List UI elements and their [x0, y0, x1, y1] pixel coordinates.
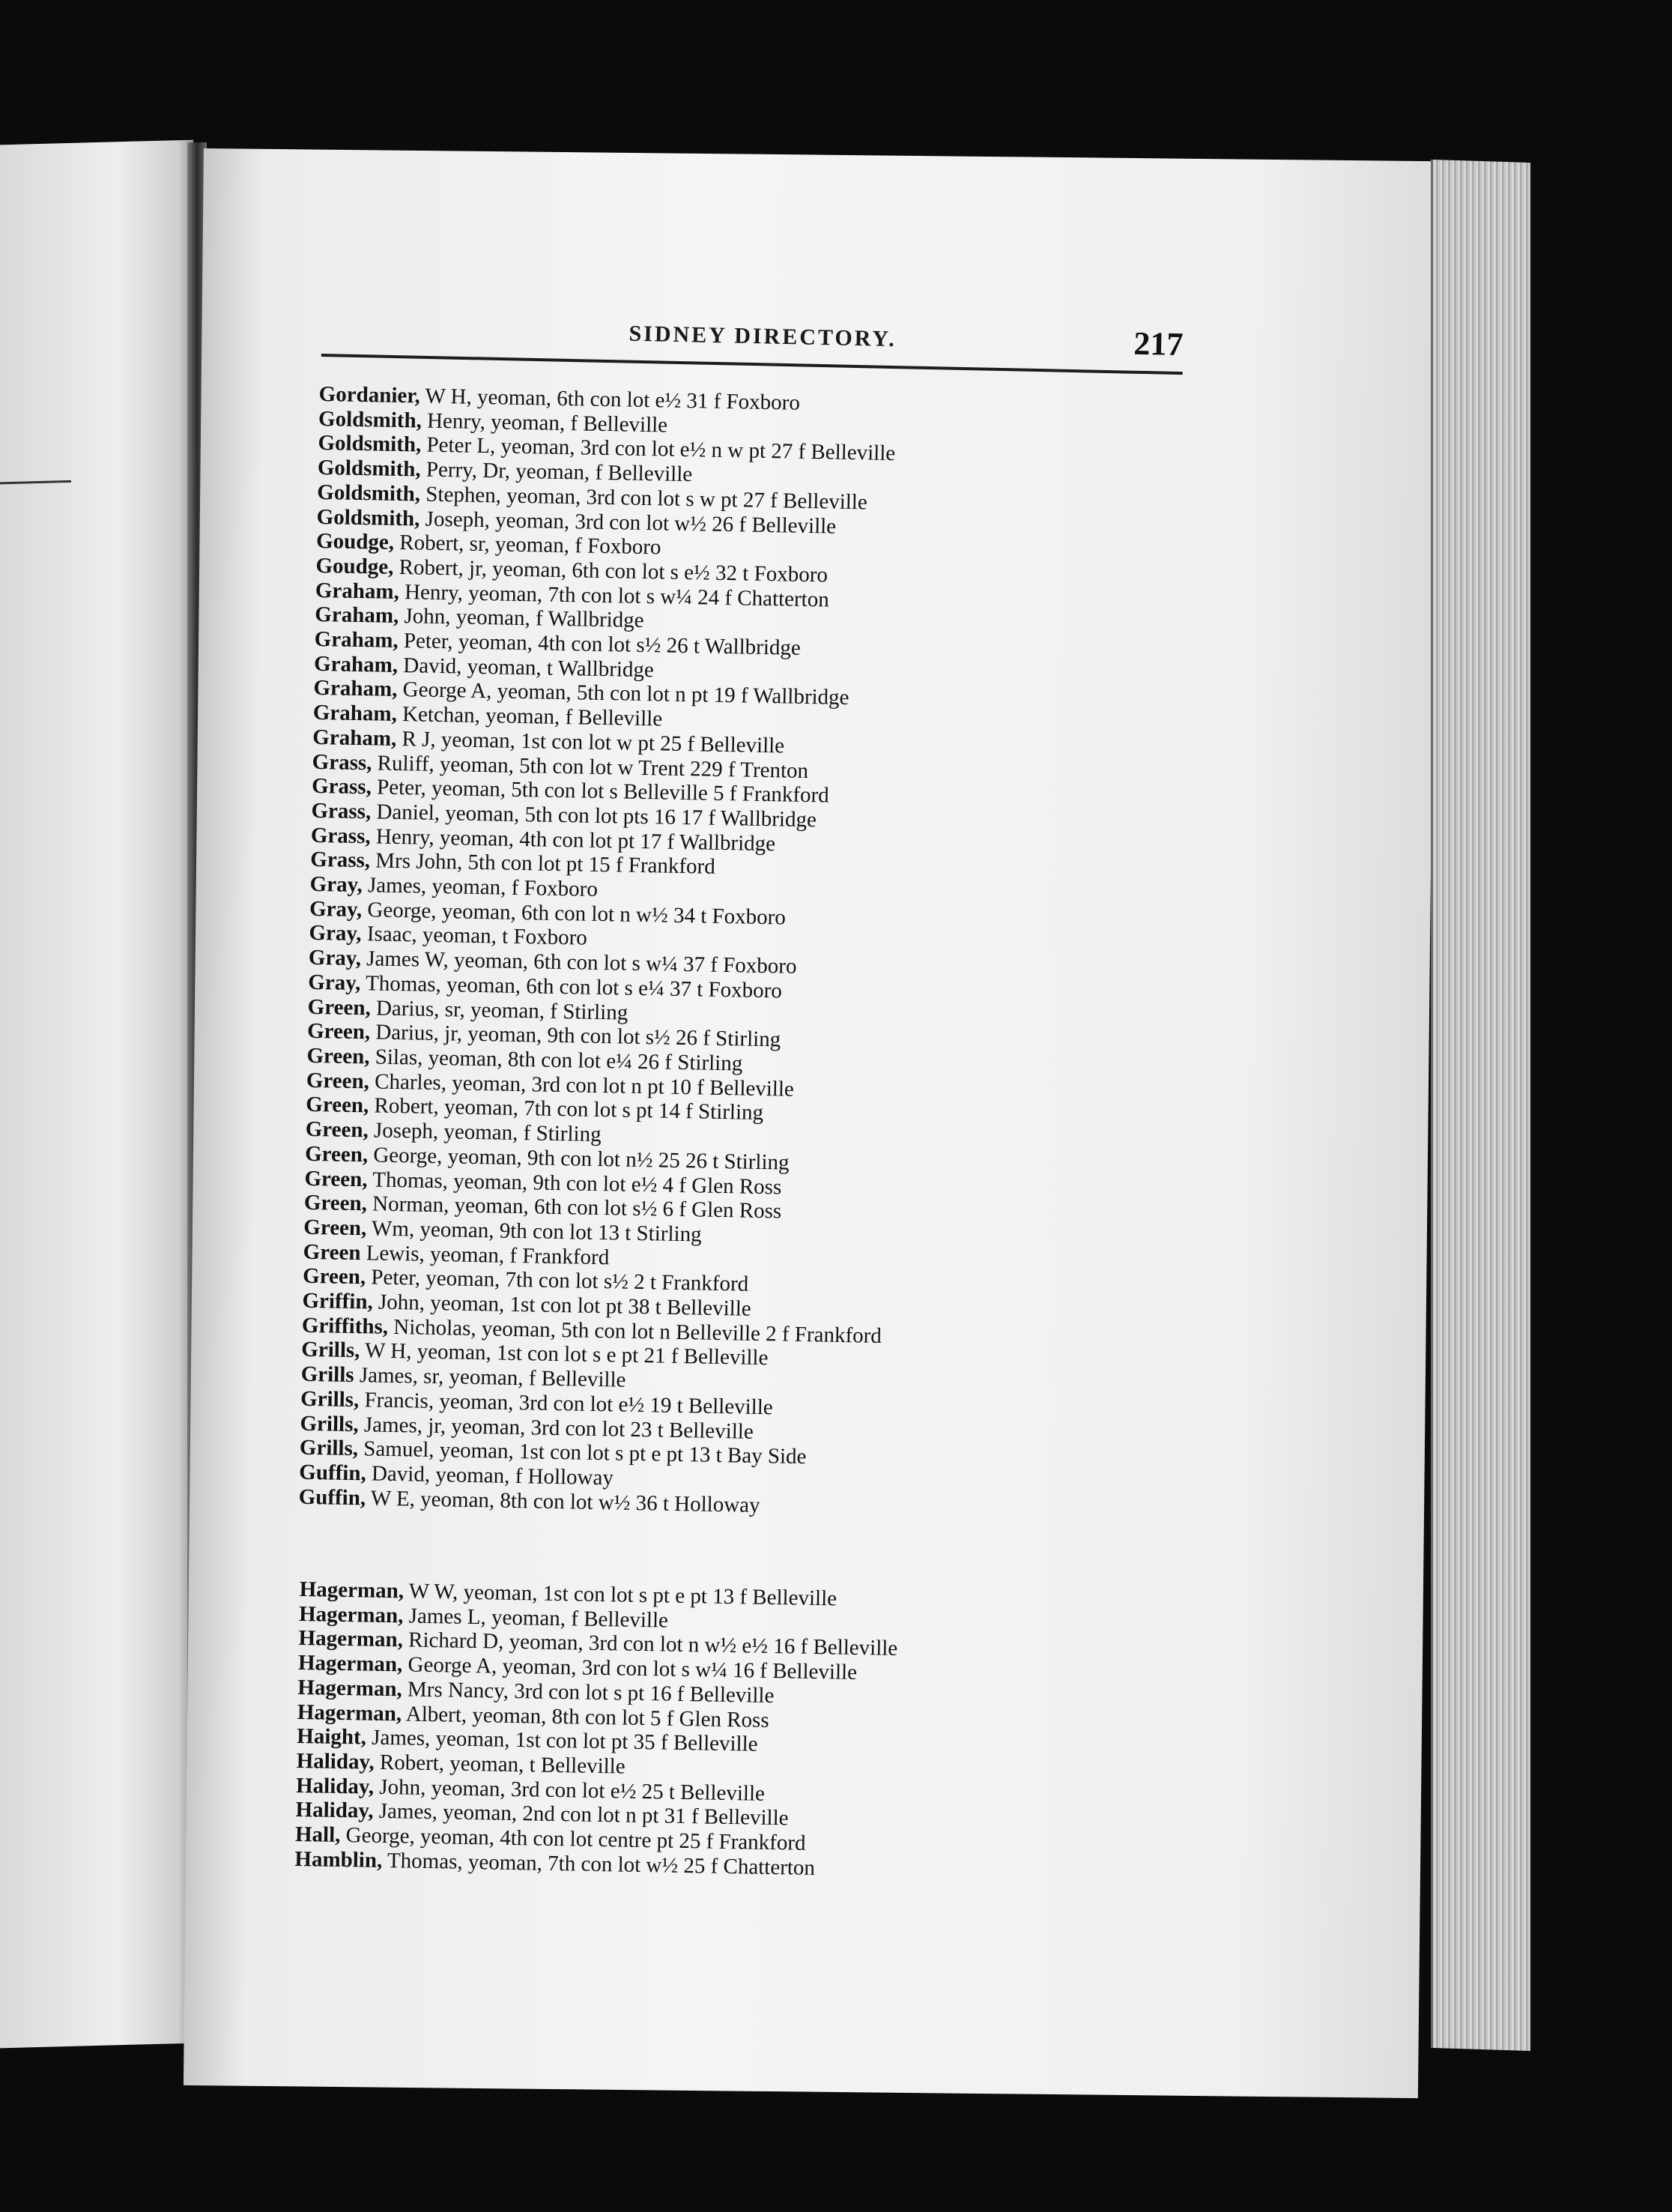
entry-surname: Griffin, [302, 1288, 374, 1314]
entry-details: Peter, yeoman, 4th con lot s½ 26 t Wallbridge [403, 629, 802, 660]
entry-surname: Hagerman, [297, 1651, 403, 1677]
entry-surname: Graham, [312, 701, 398, 727]
entry-surname: Green, [302, 1264, 366, 1290]
entry-surname: Grills, [300, 1386, 360, 1412]
page-edges [1431, 160, 1530, 2051]
entry-surname: Haliday, [295, 1773, 375, 1799]
entry-surname: Hall, [294, 1822, 341, 1848]
entry-details: Wm, yeoman, 9th con lot 13 t Stirling [371, 1216, 702, 1247]
entry-details: John, yeoman, f Wallbridge [404, 604, 644, 633]
entry-surname: Hamblin, [294, 1846, 383, 1873]
entry-surname: Green [303, 1239, 361, 1265]
entry-details: Daniel, yeoman, 5th con lot pts 16 17 f Wallbridge [376, 800, 817, 832]
entry-details: George, yeoman, 4th con lot centre pt 25 f Frankford [345, 1823, 806, 1855]
entry-details: James, yeoman, 2nd con lot n pt 31 f Belleville [378, 1799, 789, 1831]
entry-details: Norman, yeoman, 6th con lot s½ 6 f Glen Ross [372, 1191, 782, 1224]
entry-details: James W, yeoman, 6th con lot s w¼ 37 f Foxboro [366, 946, 797, 979]
entry-surname: Goudge, [315, 553, 394, 579]
entry-details: Francis, yeoman, 3rd con lot e½ 19 t Belleville [364, 1388, 773, 1420]
entry-surname: Guffin, [299, 1460, 367, 1486]
entry-surname: Hagerman, [297, 1699, 402, 1726]
entry-details: George, yeoman, 9th con lot n½ 25 26 t Stirling [373, 1143, 790, 1175]
entry-surname: Haight, [297, 1724, 367, 1750]
entry-surname: Green, [306, 1019, 371, 1045]
page-number: 217 [1133, 324, 1184, 363]
entry-surname: Green, [305, 1116, 369, 1143]
entry-surname: Graham, [313, 676, 398, 702]
directory-entries-h [294, 1577, 1273, 1888]
entry-surname: Gray, [309, 896, 363, 922]
entry-surname: Green, [304, 1166, 368, 1191]
entry-details: Joseph, yeoman, f Stirling [373, 1118, 602, 1147]
entry-surname: Graham, [314, 626, 399, 653]
entry-details: James, yeoman, 1st con lot pt 35 f Belleville [371, 1725, 758, 1756]
entry-surname: Graham, [315, 578, 400, 604]
entry-details: Robert, jr, yeoman, 6th con lot s e½ 32 t Foxboro [399, 554, 829, 587]
entry-details: Perry, Dr, yeoman, f Belleville [425, 457, 693, 487]
running-title: SIDNEY DIRECTORY. [628, 321, 897, 352]
entry-details: W W, yeoman, 1st con lot s pt e pt 13 f Belleville [408, 1579, 837, 1611]
entry-details: Henry, yeoman, 4th con lot pt 17 f Wallbridge [375, 824, 776, 856]
entry-surname: Grills [300, 1362, 354, 1388]
entry-details: Robert, yeoman, 7th con lot s pt 14 f Stirling [374, 1093, 764, 1125]
entry-surname: Graham, [313, 651, 399, 677]
entry-details: Robert, sr, yeoman, f Foxboro [399, 531, 661, 560]
entry-surname: Grills, [300, 1411, 359, 1436]
entry-details: Darius, jr, yeoman, 9th con lot s½ 26 f Stirling [375, 1020, 781, 1052]
left-page-rule [0, 480, 71, 484]
entry-surname: Hagerman, [299, 1577, 405, 1604]
entry-details: Henry, yeoman, 7th con lot s w¼ 24 f Chatterton [404, 579, 830, 612]
entry-surname: Gordanier, [318, 382, 421, 408]
entry-details: David, yeoman, t Wallbridge [403, 653, 655, 682]
entry-surname: Goudge, [315, 529, 395, 555]
entry-details: Thomas, yeoman, 9th con lot e½ 4 f Glen Ross [372, 1167, 782, 1199]
entry-details: R J, yeoman, 1st con lot w pt 25 f Belleville [402, 726, 785, 758]
entry-surname: Gray, [309, 871, 363, 898]
entry-surname: Green, [307, 994, 372, 1020]
entry-surname: Gray, [308, 946, 362, 971]
entry-details: Mrs Nancy, 3rd con lot s pt 16 f Belleville [407, 1677, 775, 1708]
entry-details: James, jr, yeoman, 3rd con lot 23 t Belleville [363, 1412, 754, 1444]
entry-details: Peter, yeoman, 7th con lot s½ 2 t Frankford [371, 1265, 749, 1297]
entry-details: Joseph, yeoman, 3rd con lot w½ 26 f Belleville [425, 507, 837, 539]
entry-surname: Graham, [315, 602, 399, 629]
left-page-edge [0, 140, 193, 2049]
entry-surname: Haliday, [295, 1798, 374, 1824]
entry-details: Thomas, yeoman, 6th con lot s e¼ 37 t Foxboro [365, 971, 783, 1003]
entry-details: Nicholas, yeoman, 5th con lot n Belleville 2 f Frankford [393, 1314, 882, 1348]
entry-surname: Grills, [299, 1435, 359, 1461]
entry-surname: Hagerman, [297, 1675, 403, 1702]
entry-surname: Goldsmith, [318, 406, 422, 433]
entry-details: Charles, yeoman, 3rd con lot n pt 10 f Belleville [374, 1069, 795, 1102]
entry-details: Samuel, yeoman, 1st con lot s pt e pt 13 t Bay Side [363, 1436, 807, 1469]
entry-surname: Green, [304, 1141, 369, 1167]
entry-surname: Graham, [312, 725, 397, 751]
entry-details: Albert, yeoman, 8th con lot 5 f Glen Ross [405, 1702, 769, 1732]
entry-surname: Goldsmith, [317, 456, 421, 482]
entry-surname: Grass, [311, 774, 372, 800]
entry-details: Isaac, yeoman, t Foxboro [366, 922, 588, 951]
entry-surname: Goldsmith, [318, 431, 422, 457]
entry-surname: Hagerman, [298, 1601, 404, 1628]
entry-surname: Gray, [308, 970, 361, 996]
entry-details: George, yeoman, 6th con lot n w½ 34 t Foxboro [367, 898, 787, 930]
entry-details: James, sr, yeoman, f Belleville [359, 1363, 626, 1392]
entry-surname: Grass, [311, 798, 372, 824]
entry-surname: Gray, [309, 921, 362, 946]
entry-details: Richard D, yeoman, 3rd con lot n w½ e½ 16 f Belleville [408, 1628, 898, 1661]
entry-details: Peter, yeoman, 5th con lot s Belleville 5 f Frankford [376, 775, 829, 808]
entry-details: Darius, sr, yeoman, f Stirling [375, 996, 628, 1025]
entry-surname: Grass, [310, 847, 371, 873]
entry-details: James, yeoman, f Foxboro [367, 873, 599, 901]
entry-surname: Green, [306, 1068, 370, 1094]
entry-details: George A, yeoman, 3rd con lot s w¼ 16 f Belleville [408, 1652, 858, 1685]
entry-details: W E, yeoman, 8th con lot w½ 36 t Holloway [370, 1486, 760, 1517]
entry-details: W H, yeoman, 1st con lot s e pt 21 f Belleville [364, 1338, 769, 1371]
entry-surname: Haliday, [296, 1748, 375, 1774]
entry-surname: Goldsmith, [317, 480, 421, 507]
entry-surname: Grills, [301, 1338, 360, 1363]
entry-details: Silas, yeoman, 8th con lot e¼ 26 f Stirling [375, 1045, 743, 1076]
entry-details: W H, yeoman, 6th con lot e½ 31 f Foxboro [425, 384, 801, 415]
entry-surname: Green, [306, 1093, 369, 1118]
entry-details: Ruliff, yeoman, 5th con lot w Trent 229 f Trenton [377, 751, 809, 783]
entry-surname: Griffiths, [301, 1313, 389, 1339]
entry-details: Thomas, yeoman, 7th con lot w½ 25 f Chatterton [387, 1848, 816, 1880]
entry-details: Robert, yeoman, t Belleville [379, 1750, 626, 1779]
entry-details: Henry, yeoman, f Belleville [426, 408, 668, 438]
entry-details: Stephen, yeoman, 3rd con lot s w pt 27 f Belleville [425, 482, 868, 515]
entry-surname: Grass, [310, 823, 371, 849]
entry-details: George A, yeoman, 5th con lot n pt 19 f Wallbridge [402, 677, 849, 710]
entry-surname: Guffin, [298, 1484, 366, 1511]
entry-surname: Goldsmith, [316, 504, 420, 531]
entry-details: James L, yeoman, f Belleville [408, 1604, 669, 1633]
entry-details: Mrs John, 5th con lot pt 15 f Frankford [375, 848, 716, 880]
entry-details: John, yeoman, 1st con lot pt 38 t Belleville [378, 1290, 752, 1321]
entry-details: Peter L, yeoman, 3rd con lot e½ n w pt 27 f Belleville [426, 433, 896, 466]
entry-details: Lewis, yeoman, f Frankford [366, 1240, 610, 1269]
entry-surname: Green, [303, 1215, 367, 1241]
directory-entries-g [298, 382, 1292, 1527]
entry-details: Ketchan, yeoman, f Belleville [402, 702, 663, 731]
entry-surname: Hagerman, [298, 1626, 404, 1652]
entry-surname: Green, [306, 1043, 370, 1069]
entry-details: David, yeoman, f Holloway [371, 1461, 614, 1490]
entry-details: John, yeoman, 3rd con lot e½ 25 t Belleville [379, 1774, 766, 1806]
entry-surname: Green, [303, 1191, 368, 1216]
entry-surname: Grass, [312, 749, 372, 775]
